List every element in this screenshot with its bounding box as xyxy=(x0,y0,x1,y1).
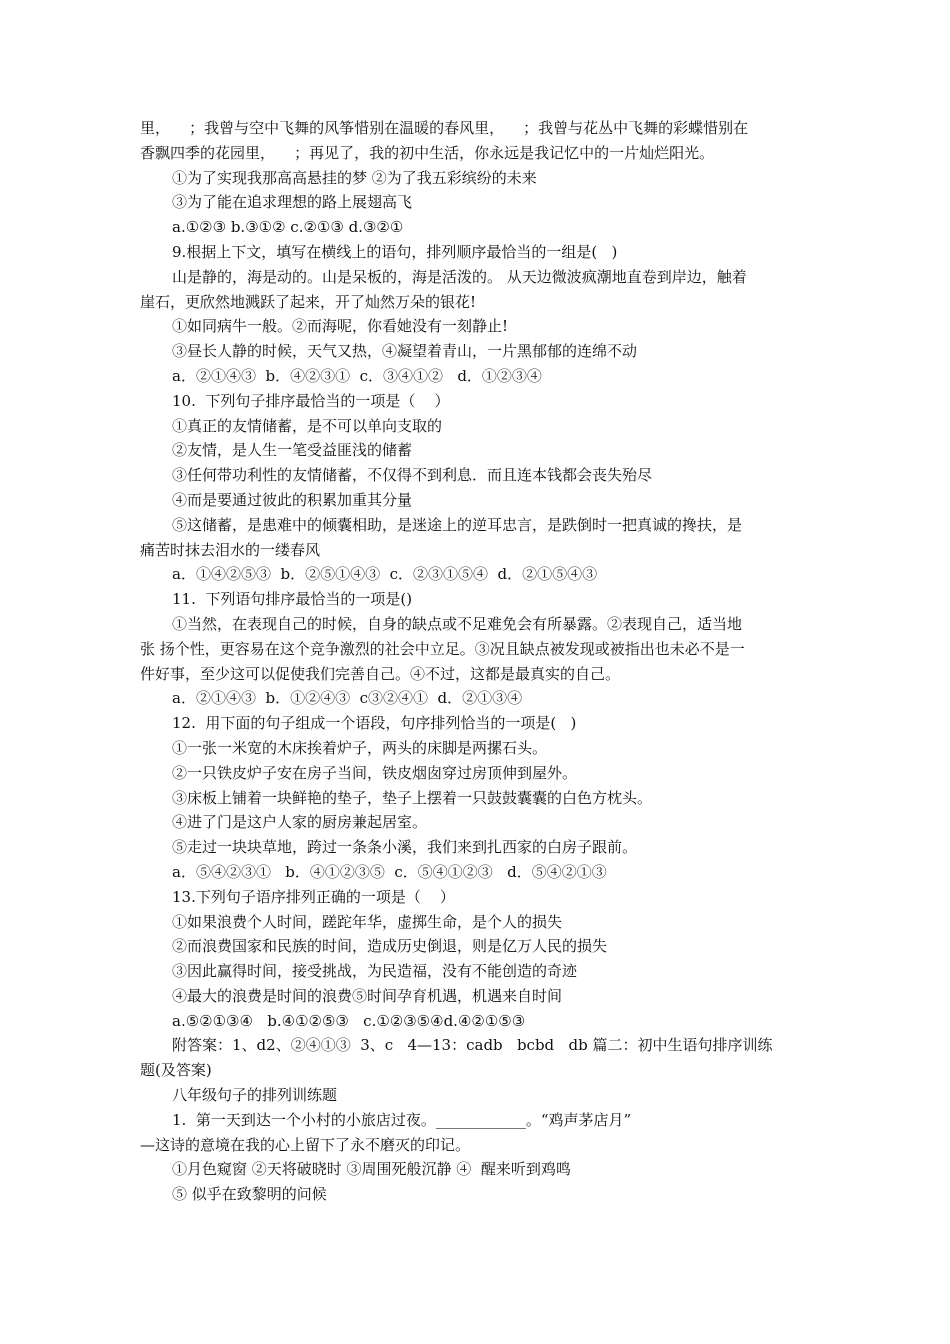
text-line: ③昼长人静的时候，天气又热，④凝望着青山，一片黑郁郁的连绵不动 xyxy=(172,342,638,361)
text-line: ⑤走过一块块草地，跨过一条条小溪，我们来到扎西家的白房子跟前。 xyxy=(172,838,638,857)
text-line: ②而浪费国家和民族的时间，造成历史倒退，则是亿万人民的损失 xyxy=(172,937,608,956)
text-line: ⑤ 似乎在致黎明的问候 xyxy=(172,1185,327,1204)
text-line: a.⑤②①③④ b.④①②⑤③ c.①②③⑤④d.④②①⑤③ xyxy=(172,1011,526,1030)
text-line: 题(及答案) xyxy=(140,1061,212,1080)
text-line: ③任何带功利性的友情储蓄，不仅得不到利息．而且连本钱都会丧失殆尽 xyxy=(172,466,653,485)
text-line: ④进了门是这户人家的厨房兼起居室。 xyxy=(172,813,428,832)
text-line: 13.下列句子语序排列正确的一项是（ ） xyxy=(172,887,455,906)
text-line: ①当然，在表现自己的时候，自身的缺点或不足难免会有所暴露。②表现自己，适当地 xyxy=(172,614,743,633)
text-line: a．②①④③ b．④②③① c．③④①② d．①②③④ xyxy=(172,366,542,385)
text-line: 附答案：1、d2、②④①③ 3、c 4—13：cadb bcbd db 篇二：初中生语句排序训练 xyxy=(172,1036,773,1055)
text-line: a.①②③ b.③①② c.②①③ d.③②① xyxy=(172,218,404,237)
text-line: 山是静的，海是动的。山是呆板的，海是活泼的。 从天边微波疯潮地直卷到岸边，触着 xyxy=(172,267,747,286)
text-line: ④而是要通过彼此的积累加重其分量 xyxy=(172,490,413,509)
text-line: ①真正的友情储蓄，是不可以单向支取的 xyxy=(172,416,443,435)
text-line: 11. 下列语句排序最恰当的一项是() xyxy=(172,590,413,609)
text-line: a．⑤④②③① b．④①②③⑤ c．⑤④①②③ d．⑤④②①③ xyxy=(172,862,607,881)
text-line: ①如果浪费个人时间，蹉跎年华，虚掷生命，是个人的损失 xyxy=(172,912,563,931)
text-line: ①一张一米宽的木床挨着炉子，两头的床脚是两摞石头。 xyxy=(172,738,548,757)
text-line: 里， ；我曾与空中飞舞的风筝惜别在温暖的春风里， ；我曾与花丛中飞舞的彩蝶惜别在 xyxy=(140,119,749,137)
text-line: 12. 用下面的句子组成一个语段，句序排列恰当的一项是( ) xyxy=(172,714,577,733)
text-line: ④最大的浪费是时间的浪费⑤时间孕育机遇，机遇来自时间 xyxy=(172,986,563,1005)
text-line: 香飘四季的花园里， ；再见了，我的初中生活，你永远是我记忆中的一片灿烂阳光。 xyxy=(140,143,715,162)
text-line: ①如同病牛一般。②而海呢，你看她没有一刻静止! xyxy=(172,317,509,336)
text-line: a．①④②⑤③ b．②⑤①④③ c．②③①⑤④ d．②①⑤④③ xyxy=(172,565,598,584)
text-line: 痛苦时抹去泪水的一缕春风 xyxy=(140,540,321,559)
text-line: 9.根据上下文，填写在横线上的语句，排列顺序最恰当的一组是( ) xyxy=(172,242,618,261)
text-line: ①月色窥窗 ②天将破晓时 ③周围死般沉静 ④ 醒来听到鸡鸣 xyxy=(172,1160,571,1179)
text-line: 1. 第一天到达一个小村的小旅店过夜。____________。“鸡声茅店月” xyxy=(172,1110,632,1129)
text-line: 张 扬个性，更容易在这个竞争激烈的社会中立足。③况且缺点被发现或被指出也未必不是一 xyxy=(140,639,745,658)
text-line: 八年级句子的排列训练题 xyxy=(172,1086,338,1105)
text-line: ⑤这储蓄，是患难中的倾囊相助，是迷途上的逆耳忠言，是跌倒时一把真诚的搀扶，是 xyxy=(172,515,743,534)
text-line: ③因此赢得时间，接受挑战，为民造福，没有不能创造的奇迹 xyxy=(172,962,578,981)
text-line: ③床板上铺着一块鲜艳的垫子，垫子上摆着一只鼓鼓囊囊的白色方枕头。 xyxy=(172,788,653,807)
document-body xyxy=(140,116,812,1207)
text-line: —这诗的意境在我的心上留下了永不磨灭的印记。 xyxy=(140,1135,471,1154)
text-line: ①为了实现我那高高悬挂的梦 ②为了我五彩缤纷的未来 xyxy=(172,168,537,187)
text-line: a．②①④③ b．①②④③ c③②④① d．②①③④ xyxy=(172,689,523,708)
text-line: ②一只铁皮炉子安在房子当间，铁皮烟囱穿过房顶伸到屋外。 xyxy=(172,763,578,782)
text-line: ③为了能在追求理想的路上展翅高飞 xyxy=(172,193,413,212)
text-line: 10. 下列句子排序最恰当的一项是（ ） xyxy=(172,391,450,410)
text-line: 崖石，更欣然地溅跃了起来，开了灿然万朵的银花! xyxy=(140,292,477,311)
text-line: 件好事，至少这可以促使我们完善自己。④不过，这都是最真实的自己。 xyxy=(140,664,621,683)
text-line: ②友情，是人生一笔受益匪浅的储蓄 xyxy=(172,441,413,460)
